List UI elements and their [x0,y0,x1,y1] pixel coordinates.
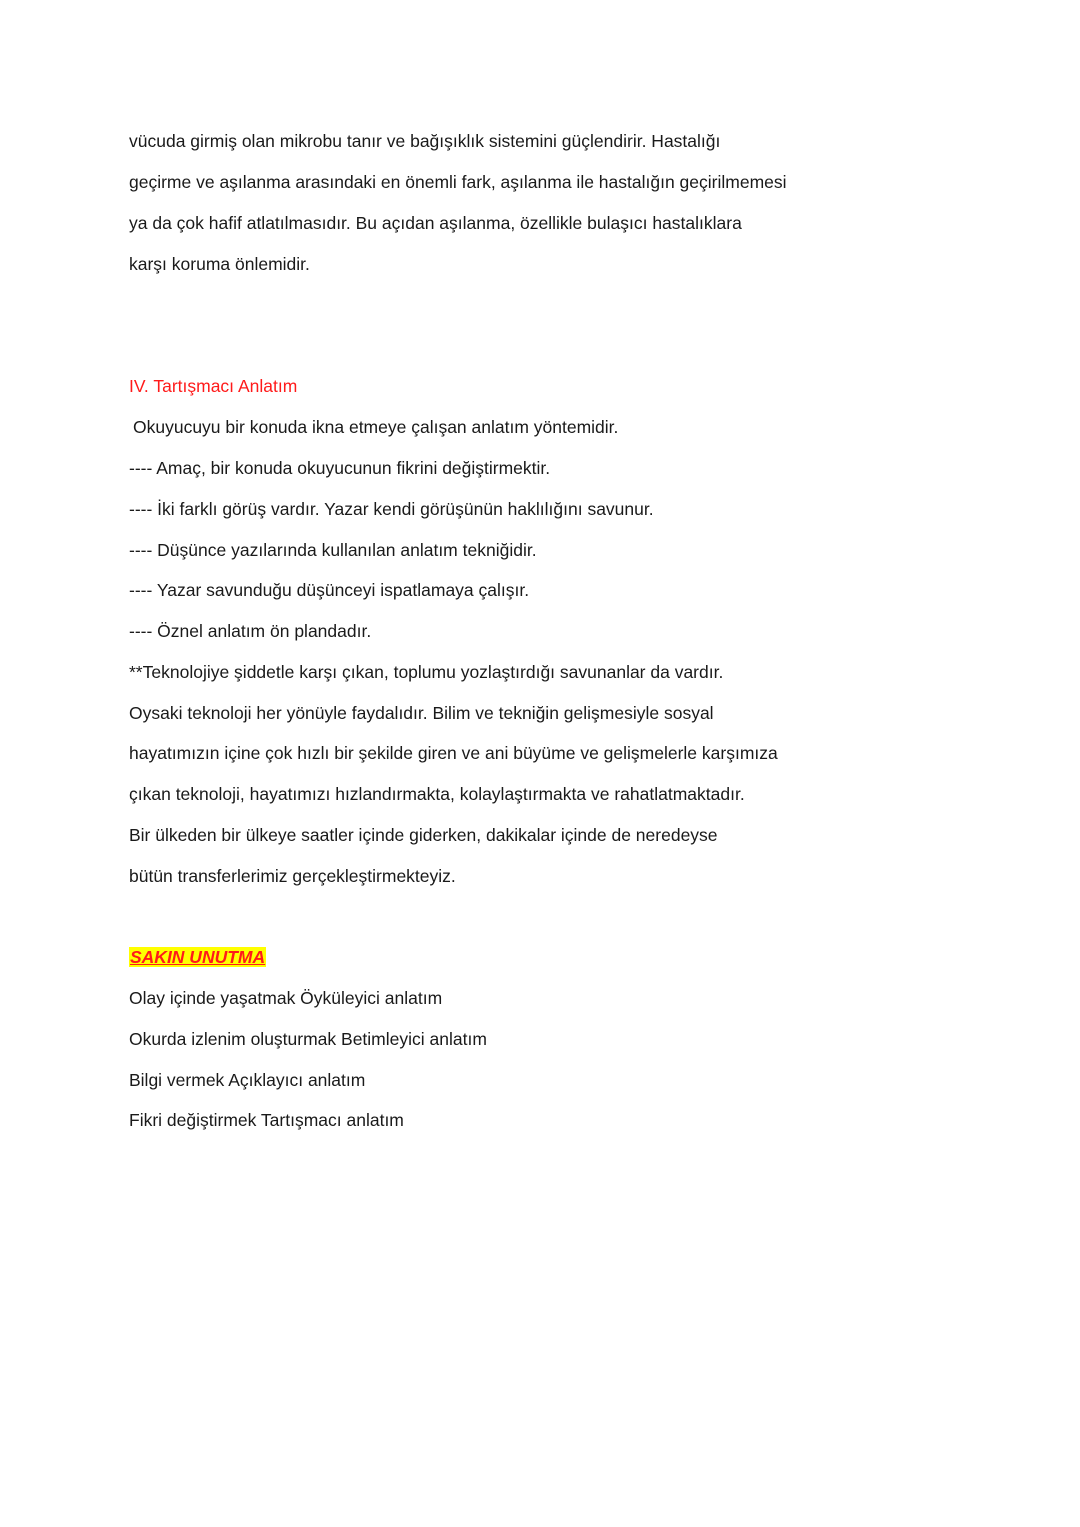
section-definition: Okuyucuyu bir konuda ikna etmeye çalışan anlatım yöntemidir. [133,417,619,437]
reminder-item: Fikri değiştirmek Tartışmacı anlatım [129,1110,404,1130]
reminder-callout [129,945,266,969]
example-line: Oysaki teknoloji her yönüyle faydalıdır. Bilim ve tekniğin gelişmesiyle sosyal [129,703,714,723]
paragraph-line: karşı koruma önlemidir. [129,254,310,274]
reminder-item: Olay içinde yaşatmak Öyküleyici anlatım [129,988,443,1008]
bullet-item: ---- Düşünce yazılarında kullanılan anlatım tekniğidir. [129,540,537,560]
example-line: bütün transferlerimiz gerçekleştirmekteyiz. [129,866,456,886]
bullet-item: ---- İki farklı görüş vardır. Yazar kendi görüşünün haklılığını savunur. [129,499,654,519]
paragraph-line: geçirme ve aşılanma arasındaki en önemli fark, aşılanma ile hastalığın geçirilmemesi [129,172,787,192]
example-line: hayatımızın içine çok hızlı bir şekilde giren ve ani büyüme ve gelişmelerle karşımıza [129,743,778,763]
reminder-label: SAKIN UNUTMA [130,947,266,967]
example-line: **Teknolojiye şiddetle karşı çıkan, toplumu yozlaştırdığı savunanlar da vardır. [129,662,724,682]
example-line: çıkan teknoloji, hayatımızı hızlandırmakta, kolaylaştırmakta ve rahatlatmaktadır. [129,784,745,804]
example-line: Bir ülkeden bir ülkeye saatler içinde giderken, dakikalar içinde de neredeyse [129,825,718,845]
reminder-item: Okurda izlenim oluşturmak Betimleyici anlatım [129,1029,487,1049]
bullet-item: ---- Yazar savunduğu düşünceyi ispatlamaya çalışır. [129,580,530,600]
reminder-item: Bilgi vermek Açıklayıcı anlatım [129,1070,366,1090]
bullet-item: ---- Amaç, bir konuda okuyucunun fikrini değiştirmektir. [129,458,551,478]
paragraph-line: vücuda girmiş olan mikrobu tanır ve bağışıklık sistemini güçlendirir. Hastalığı [129,131,721,151]
paragraph-line: ya da çok hafif atlatılmasıdır. Bu açıdan aşılanma, özellikle bulaşıcı hastalıklara [129,213,742,233]
section-heading: IV. Tartışmacı Anlatım [129,376,298,396]
bullet-item: ---- Öznel anlatım ön plandadır. [129,621,372,641]
